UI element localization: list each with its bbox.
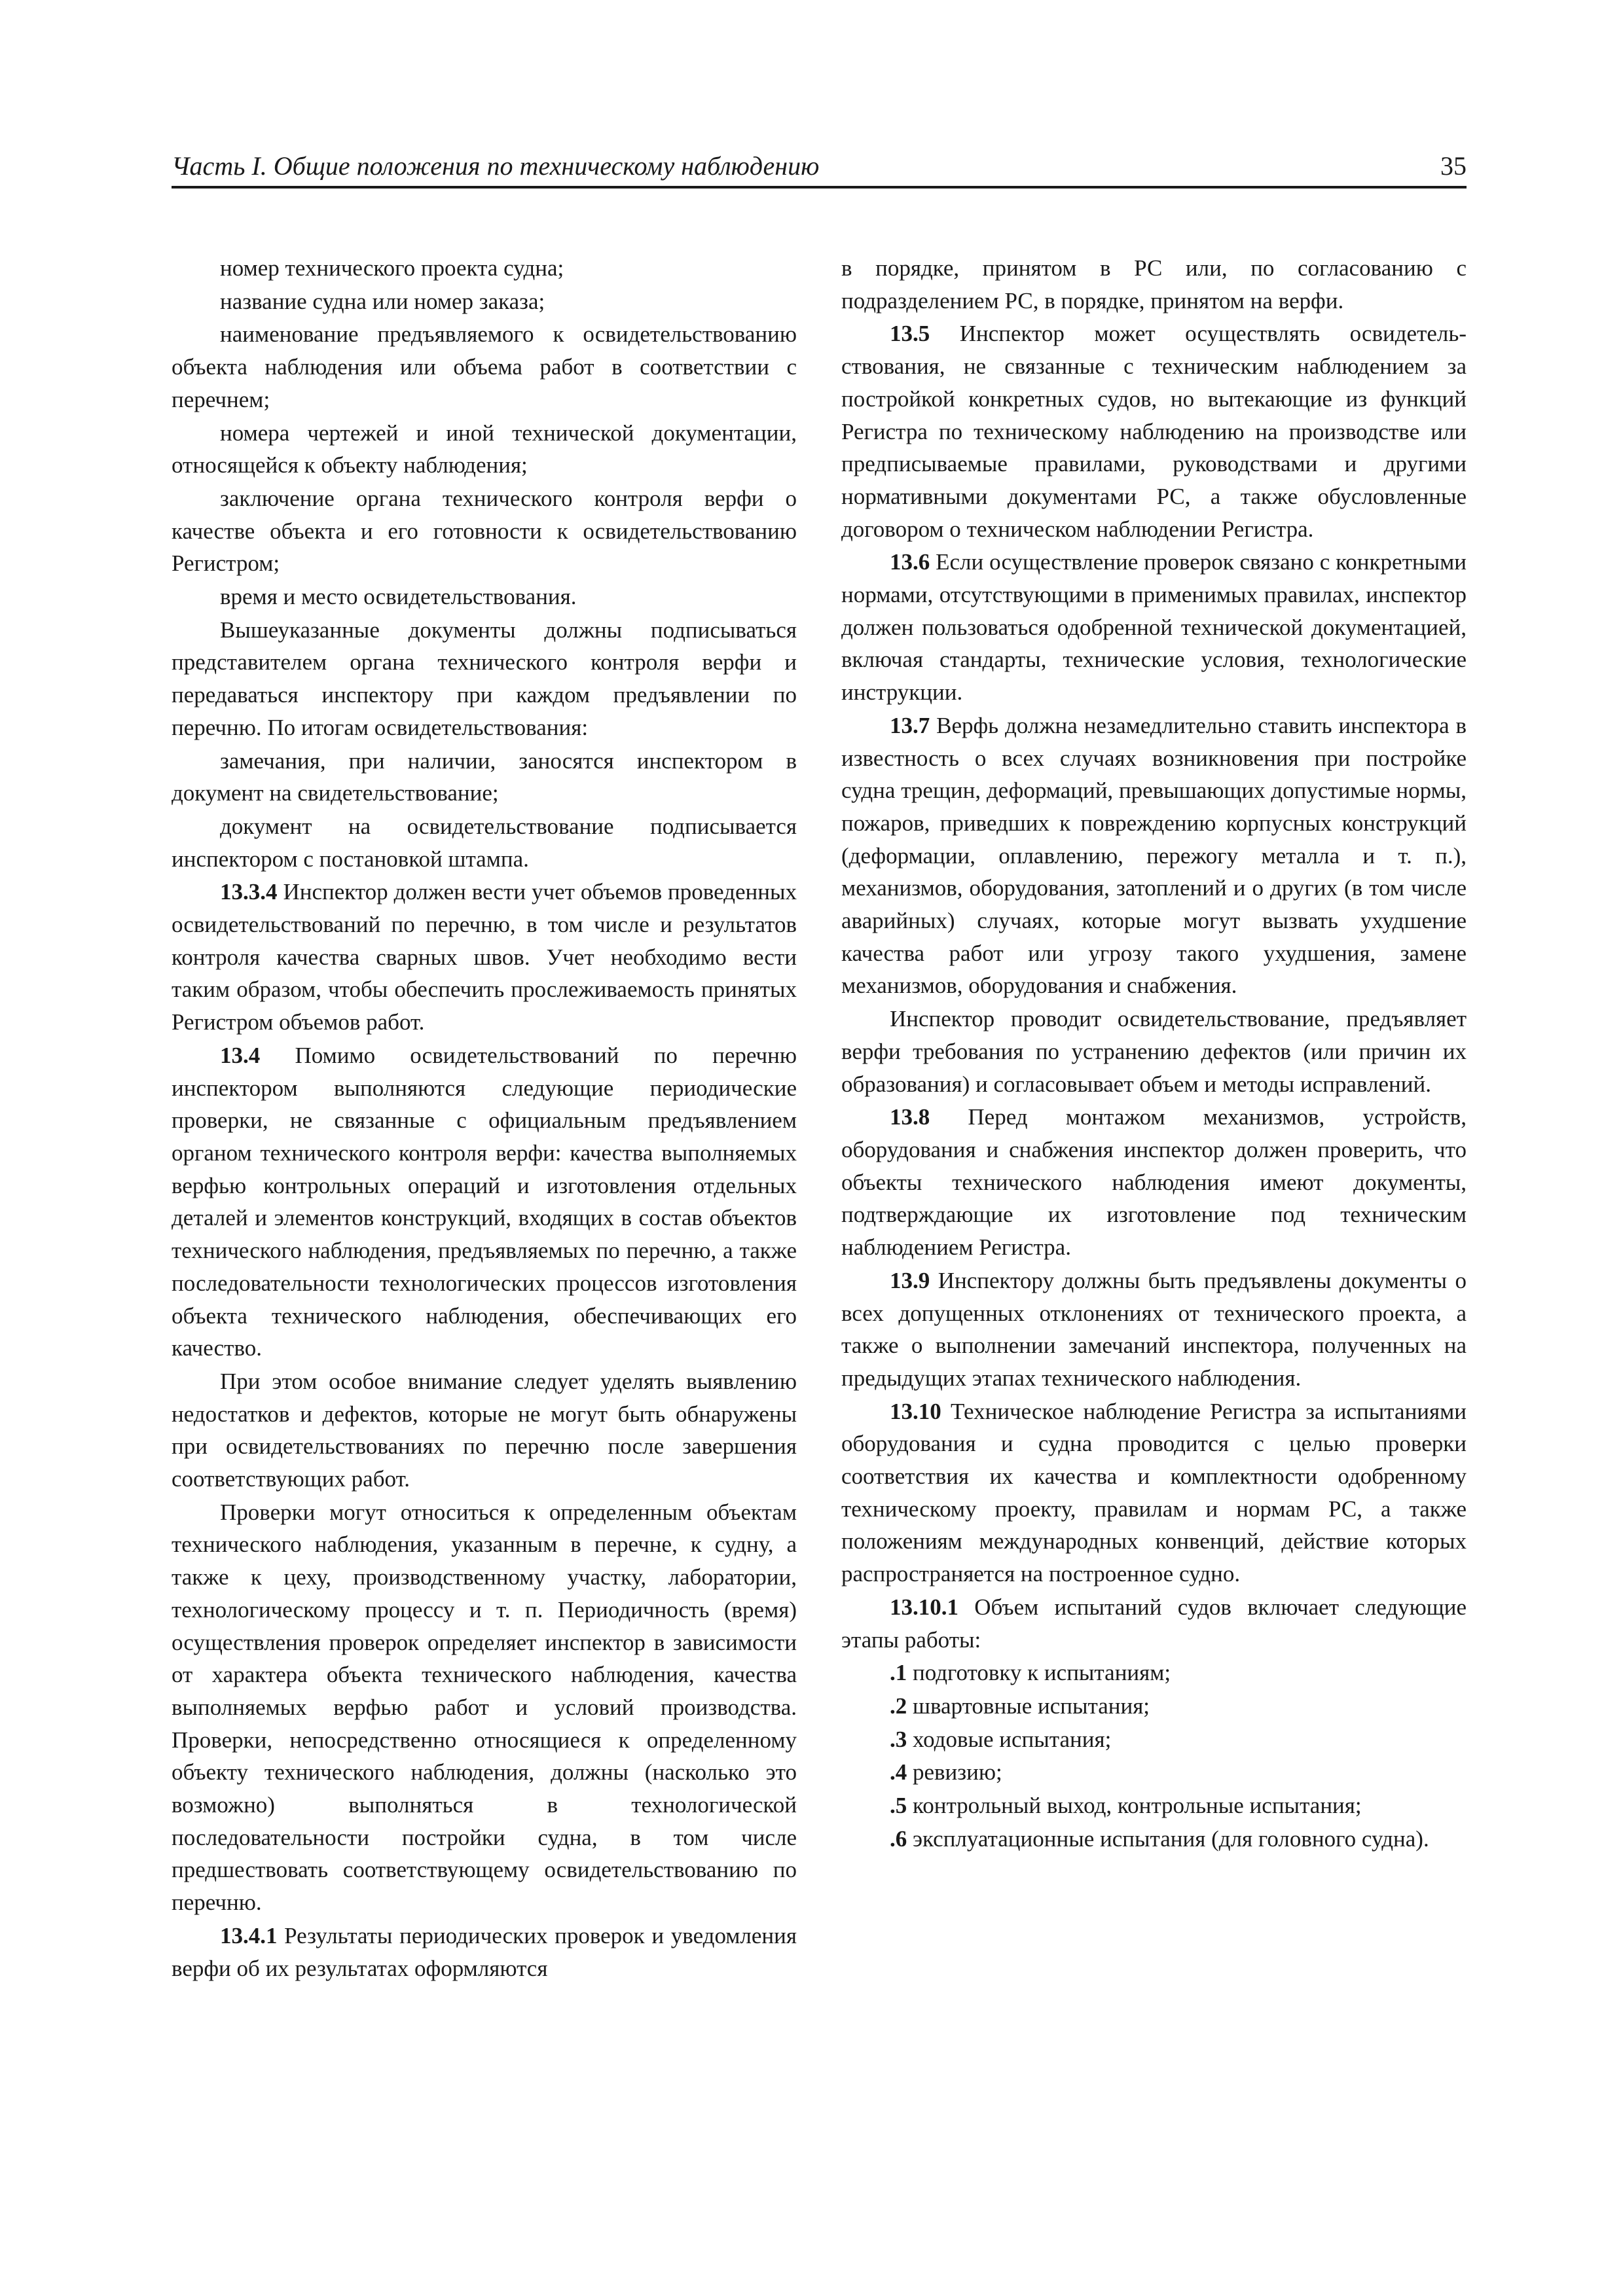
paragraph [172, 417, 797, 482]
paragraph [841, 1657, 1467, 1689]
paragraph-text: При этом особое внимание следует уделять выявлению недостатков и дефектов, которые не могут быть обнаружены при освидетельствованиях по перечню после завершения соответствующих работ. [172, 1368, 797, 1492]
paragraph [172, 252, 797, 285]
clause-number: 13.8 [890, 1104, 930, 1130]
clause-number: .1 [890, 1660, 907, 1686]
paragraph [172, 1365, 797, 1496]
paragraph [841, 1395, 1467, 1590]
paragraph-text: Помимо освидетельствований по перечню инспектором выполняются следующие периодические проверки, не связанные с официальным предъявлением органом технического контроля верфи: качества выполняемых верфью контрольных операций и изготовления отдельных деталей и элементов конструкций, входящих в состав объектов технического наблюдения, предъявляемых по перечню, а также последовательности технологических процессов изготовления объекта технического наблюдения, обеспечивающих его качество. [172, 1042, 797, 1361]
paragraph-text: Техническое наблюдение Регистра за испытаниями оборудования и судна проводится с целью проверки соответствия их качества и комплектности одобренному техническому проекту, правилам и нормам РС, а также положениям международных конвенций, действие которых распространяется на построенное судно. [841, 1398, 1467, 1587]
paragraph [841, 1101, 1467, 1264]
header-title: Часть I. Общие положения по техническому наблюдению [172, 151, 820, 181]
paragraph-text: замечания, при наличии, заносятся инспектором в документ на свидетельствование; [172, 747, 797, 806]
clause-number: 13.5 [890, 321, 930, 347]
paragraph [841, 546, 1467, 709]
left-column [172, 252, 797, 1985]
page-number: 35 [1440, 151, 1467, 181]
paragraph [841, 1756, 1467, 1789]
paragraph-text: Инспектору должны быть предъявлены документы о всех допущенных отклонениях от технического проекта, а также о выполнении замечаний инспектора, полученных на предыдущих этапах технического наблюдения. [841, 1267, 1467, 1391]
paragraph [172, 318, 797, 416]
paragraph-text: Результаты периодических проверок и уведомления верфи об их результатах оформляются [172, 1922, 797, 1981]
paragraph-text: заключение органа технического контроля верфи о качестве объекта и его готовности к освидетельствованию Регистром; [172, 485, 797, 577]
paragraph [841, 1690, 1467, 1723]
right-column [841, 252, 1467, 1856]
paragraph [172, 1920, 797, 1984]
paragraph [841, 1591, 1467, 1656]
clause-number: .5 [890, 1793, 907, 1819]
paragraph [172, 876, 797, 1039]
clause-number: 13.6 [890, 549, 930, 575]
paragraph-text: контрольный выход, контрольные испытания; [913, 1793, 1362, 1819]
paragraph-text: Инспектор проводит освидетельствование, предъявляет верфи требования по устранению дефектов (или причин их образования) и согласовывает объем и методы исправлений. [841, 1006, 1467, 1097]
paragraph [172, 285, 797, 318]
clause-number: .4 [890, 1759, 907, 1785]
paragraph-text: Объем испытаний судов включает следующие этапы работы: [841, 1594, 1467, 1653]
paragraph [172, 1496, 797, 1919]
paragraph-text: Инспектор должен вести учет объемов проведенных освидетельствований по перечню, в том числе и результатов контроля качества сварных швов. Учет необходимо вести таким образом, чтобы обеспечить прослеживаемость принятых Регистром объемов работ. [172, 879, 797, 1035]
paragraph [172, 581, 797, 613]
paragraph-text: номера чертежей и иной технической документации, относящейся к объекту наблюдения; [172, 420, 797, 478]
clause-number: 13.9 [890, 1267, 930, 1293]
paragraph [841, 252, 1467, 317]
paragraph-text: название судна или номер заказа; [220, 288, 545, 314]
paragraph-text: Инспектор может осуществлять освидетельствования, не связанные с техническим наблюдением за постройкой конкретных судов, но вытекающие из функций Регистра по техническому наблюдению на производстве или предписываемые правилами, руководствами и другими нормативными документами РС, а также обусловленные договором о техническом наблюдении Регистра. [841, 321, 1467, 542]
paragraph-text: Вышеуказанные документы должны подписываться представителем органа технического контроля верфи и передаваться инспектору при каждом предъявлении по перечню. По итогам освидетельствования: [172, 617, 797, 740]
clause-number: 13.4.1 [220, 1922, 278, 1948]
paragraph-text: Если осуществление проверок связано с конкретными нормами, отсутствующими в применимых правилах, инспектор должен пользоваться одобренной технической документацией, включая стандарты, технические условия, технологические инструкции. [841, 549, 1467, 706]
clause-number: .6 [890, 1825, 907, 1852]
paragraph-text: Перед монтажом механизмов, устройств, оборудования и снабжения инспектор должен проверить, что объекты технического наблюдения имеют документы, подтверждающие их изготовление под техническим наблюдением Регистра. [841, 1104, 1467, 1261]
clause-number: .2 [890, 1693, 907, 1719]
clause-number: 13.7 [890, 712, 930, 738]
clause-number: 13.4 [220, 1042, 261, 1068]
paragraph-text: ходовые испытания; [913, 1726, 1112, 1752]
paragraph-text: время и место освидетельствования. [220, 584, 577, 610]
paragraph-text: Верфь должна незамедлительно ставить инспектора в известность о всех случаях возникновения при постройке судна трещин, деформаций, превышающих допустимые нормы, пожаров, приведших к повреждению корпусных конструкций (деформации, оплавлению, пережогу металла и т. п.), механизмов, оборудования, затоплений и о других (в том числе аварийных) случаях, которые могут вызвать ухудшение качества работ или угрозу такого ухудшения, замене механизмов, оборудования и снабжения. [841, 712, 1467, 999]
clause-number: 13.10.1 [890, 1594, 958, 1620]
clause-number: 13.10 [890, 1398, 941, 1424]
paragraph-text: Проверки могут относиться к определенным объектам технического наблюдения, указанным в перечне, к судну, а также к цеху, производственному участку, лаборатории, технологическому процессу и т. п. Периодичность (время) осуществления проверок определяет инспектор в зависимости от характера объекта технического наблюдения, качества выполняемых верфью работ и условий производства. Проверки, непосредственно относящиеся к определенному объекту технического наблюдения, должны (насколько это возможно) выполняться в технологической последовательности постройки судна, в том числе предшествовать соответствующему освидетельствованию по перечню. [172, 1499, 797, 1916]
paragraph [841, 1723, 1467, 1756]
paragraph-text: документ на освидетельствование подписывается инспектором с постановкой штампа. [172, 813, 797, 872]
paragraph [841, 1265, 1467, 1395]
paragraph [172, 745, 797, 810]
paragraph [172, 614, 797, 744]
paragraph [841, 1003, 1467, 1100]
paragraph-text: эксплуатационные испытания (для головного судна). [913, 1825, 1429, 1852]
paragraph [172, 810, 797, 875]
paragraph-text: номер технического проекта судна; [220, 255, 564, 281]
running-header [172, 145, 1467, 188]
paragraph [172, 1039, 797, 1365]
paragraph [841, 317, 1467, 545]
clause-number: .3 [890, 1726, 907, 1752]
paragraph-text: швартовные испытания; [913, 1693, 1150, 1719]
paragraph-text: наименование предъявляемого к освидетельствованию объекта наблюдения или объема работ в соответствии с перечнем; [172, 321, 797, 412]
paragraph [841, 1823, 1467, 1856]
paragraph [841, 1789, 1467, 1822]
paragraph-text: подготовку к испытаниям; [913, 1660, 1171, 1686]
paragraph [841, 709, 1467, 1002]
paragraph [172, 482, 797, 580]
clause-number: 13.3.4 [220, 879, 278, 905]
paragraph-text: в порядке, принятом в РС или, по согласованию с подразделением РС, в порядке, принятом на верфи. [841, 255, 1467, 314]
paragraph-text: ревизию; [913, 1759, 1002, 1785]
